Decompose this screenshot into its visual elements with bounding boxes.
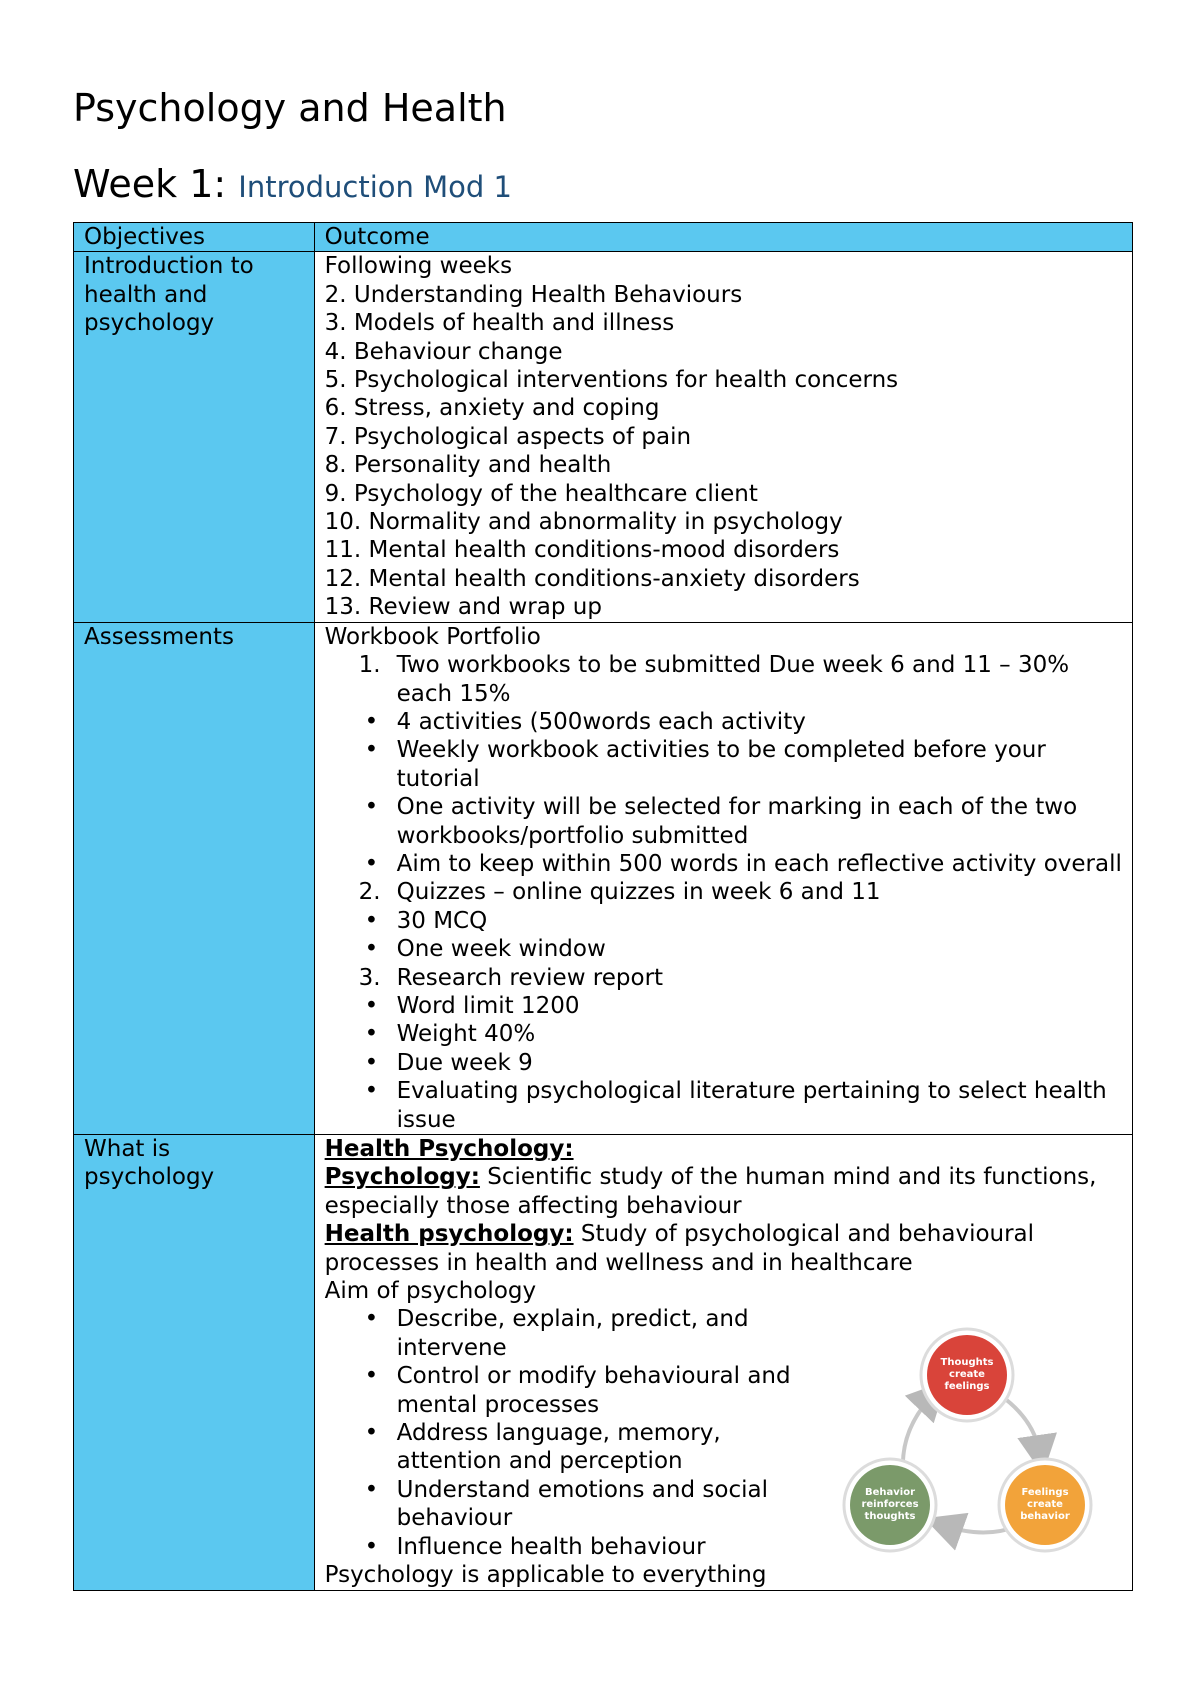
list-marker: • [364, 737, 379, 764]
aim-item-text: Influence health behaviour [396, 1533, 706, 1560]
assessment-item [325, 1020, 1122, 1048]
assessment-item [325, 964, 1122, 992]
list-marker: • [364, 794, 379, 821]
assessment-item-text: Due week 9 [396, 1049, 533, 1076]
assessment-item-text: Weight 40% [396, 1021, 536, 1048]
assessment-item [325, 1077, 1122, 1134]
assessment-item-text: One week window [396, 936, 606, 963]
assessment-item-text: One activity will be selected for marking in each of the two workbooks/portfolio submitted [396, 794, 1078, 849]
behavior-node [844, 1459, 936, 1551]
aim-item [325, 1362, 825, 1419]
closing-line: Psychology is applicable to everything [324, 1562, 767, 1589]
list-marker: • [364, 1078, 379, 1105]
objectives-table [73, 222, 1133, 1591]
assessment-item [325, 850, 1122, 878]
assessment-item [325, 736, 1122, 793]
node-label: Feelings [1021, 1487, 1069, 1498]
assessment-item [325, 708, 1122, 736]
thoughts-feelings-behavior-cycle-diagram [835, 1325, 1095, 1553]
node-label: Behavior [864, 1487, 915, 1498]
node-label: thoughts [864, 1511, 916, 1522]
list-marker: 2. [358, 879, 381, 906]
bullet-marker: • [364, 1306, 379, 1333]
health-psychology-definition [325, 1220, 1122, 1277]
week-item: 2. Understanding Health Behaviours [324, 281, 743, 308]
aim-item [325, 1533, 825, 1561]
assessment-item [325, 1049, 1122, 1077]
cycle-arrow-thoughts-to-feelings [1000, 1395, 1040, 1455]
outcome-intro [314, 252, 1132, 622]
table-row-what-is-psychology [74, 1135, 1133, 1591]
assessment-item [325, 878, 1122, 906]
node-label: behavior [1019, 1511, 1070, 1522]
list-marker: • [364, 850, 379, 877]
week-item: 6. Stress, anxiety and coping [324, 395, 660, 422]
header-outcome: Outcome [314, 223, 1132, 252]
assessment-item-text: 30 MCQ [396, 907, 488, 934]
assessment-item [325, 935, 1122, 963]
psychology-def-text: Scientific study of the human mind and its functions, especially those affecting behaviour [324, 1164, 1097, 1219]
node-label: create [948, 1369, 985, 1380]
assessment-item [325, 793, 1122, 850]
weeks-list [325, 281, 1122, 622]
bullet-marker: • [364, 1363, 379, 1390]
psychology-term: Psychology: [324, 1164, 480, 1191]
node-label: Thoughts [940, 1357, 994, 1368]
aim-item [325, 1419, 825, 1476]
objective-what-is-psychology: What is psychology [74, 1135, 315, 1591]
aim-item-text: Describe, explain, predict, and intervene [396, 1306, 749, 1361]
following-weeks-heading: Following weeks [324, 253, 513, 280]
assessment-item-text: Evaluating psychological literature pertaining to select health issue [396, 1078, 1107, 1133]
week-item: 3. Models of health and illness [324, 310, 675, 337]
assessment-item-text: 4 activities (500words each activity [396, 708, 806, 735]
thoughts-node [921, 1329, 1013, 1421]
list-marker: • [364, 992, 379, 1019]
list-marker: • [364, 936, 379, 963]
week-item: 8. Personality and health [324, 452, 612, 479]
aim-item [325, 1305, 825, 1362]
week-item: 4. Behaviour change [324, 338, 563, 365]
list-marker: • [364, 907, 379, 934]
week-topic: Introduction Mod 1 [238, 170, 512, 204]
aim-item [325, 1476, 825, 1533]
aim-item-text: Control or modify behavioural and mental processes [396, 1363, 791, 1418]
week-label: Week 1: [73, 162, 227, 206]
list-marker: 3. [358, 964, 381, 991]
health-psychology-heading: Health Psychology: [324, 1136, 574, 1162]
bullet-marker: • [364, 1476, 379, 1503]
week-item: 12. Mental health conditions-anxiety disorders [324, 565, 860, 592]
week-item: 7. Psychological aspects of pain [324, 423, 692, 450]
assessment-list [325, 651, 1122, 1134]
assessment-item-text: Quizzes – online quizzes in week 6 and 11 [396, 879, 881, 906]
node-label: create [1026, 1499, 1063, 1510]
assessment-item [325, 907, 1122, 935]
workbook-portfolio-heading: Workbook Portfolio [324, 623, 541, 650]
page-title: Psychology and Health [73, 86, 507, 130]
bullet-marker: • [364, 1420, 379, 1447]
aim-item-text: Address language, memory, attention and perception [396, 1420, 721, 1475]
assessment-item-text: Research review report [396, 964, 664, 991]
week-item: 9. Psychology of the healthcare client [324, 480, 758, 507]
table-row-assessments [74, 622, 1133, 1134]
bullet-marker: • [364, 1533, 379, 1560]
node-label: feelings [944, 1381, 990, 1392]
aims-list [325, 1305, 825, 1561]
assessment-item-text: Aim to keep within 500 words in each reflective activity overall [396, 850, 1122, 877]
objective-intro: Introduction to health and psychology [74, 252, 315, 622]
health-psychology-term: Health psychology: [324, 1221, 574, 1248]
health-psychology-def-text: Study of psychological and behavioural processes in health and wellness and in healthcare [324, 1221, 1035, 1276]
list-marker: • [364, 1049, 379, 1076]
list-marker: • [364, 708, 379, 735]
table-row-intro [74, 252, 1133, 622]
aim-item-text: Understand emotions and social behaviour [396, 1476, 768, 1532]
assessment-item [325, 992, 1122, 1020]
psychology-definition [325, 1163, 1122, 1220]
list-marker: • [364, 1021, 379, 1048]
week-item: 11. Mental health conditions-mood disorders [324, 537, 840, 564]
aim-heading: Aim of psychology [324, 1278, 537, 1305]
outcome-what-is-psychology [314, 1135, 1132, 1591]
node-label: reinforces [861, 1499, 919, 1510]
list-marker: 1. [358, 652, 381, 679]
week-item: 5. Psychological interventions for health concerns [324, 367, 899, 394]
assessment-item-text: Weekly workbook activities to be completed before your tutorial [396, 737, 1046, 792]
feelings-node [999, 1459, 1091, 1551]
assessment-item-text: Word limit 1200 [396, 992, 580, 1019]
header-objectives: Objectives [74, 223, 315, 252]
assessment-item [325, 651, 1122, 708]
objective-assessments: Assessments [74, 622, 315, 1134]
outcome-assessments [314, 622, 1132, 1134]
table-header-row [74, 223, 1133, 252]
week-heading [73, 162, 512, 206]
assessment-item-text: Two workbooks to be submitted Due week 6 and 11 – 30% each 15% [396, 652, 1070, 707]
week-item: 13. Review and wrap up [324, 594, 602, 621]
week-item: 10. Normality and abnormality in psychology [324, 509, 843, 536]
